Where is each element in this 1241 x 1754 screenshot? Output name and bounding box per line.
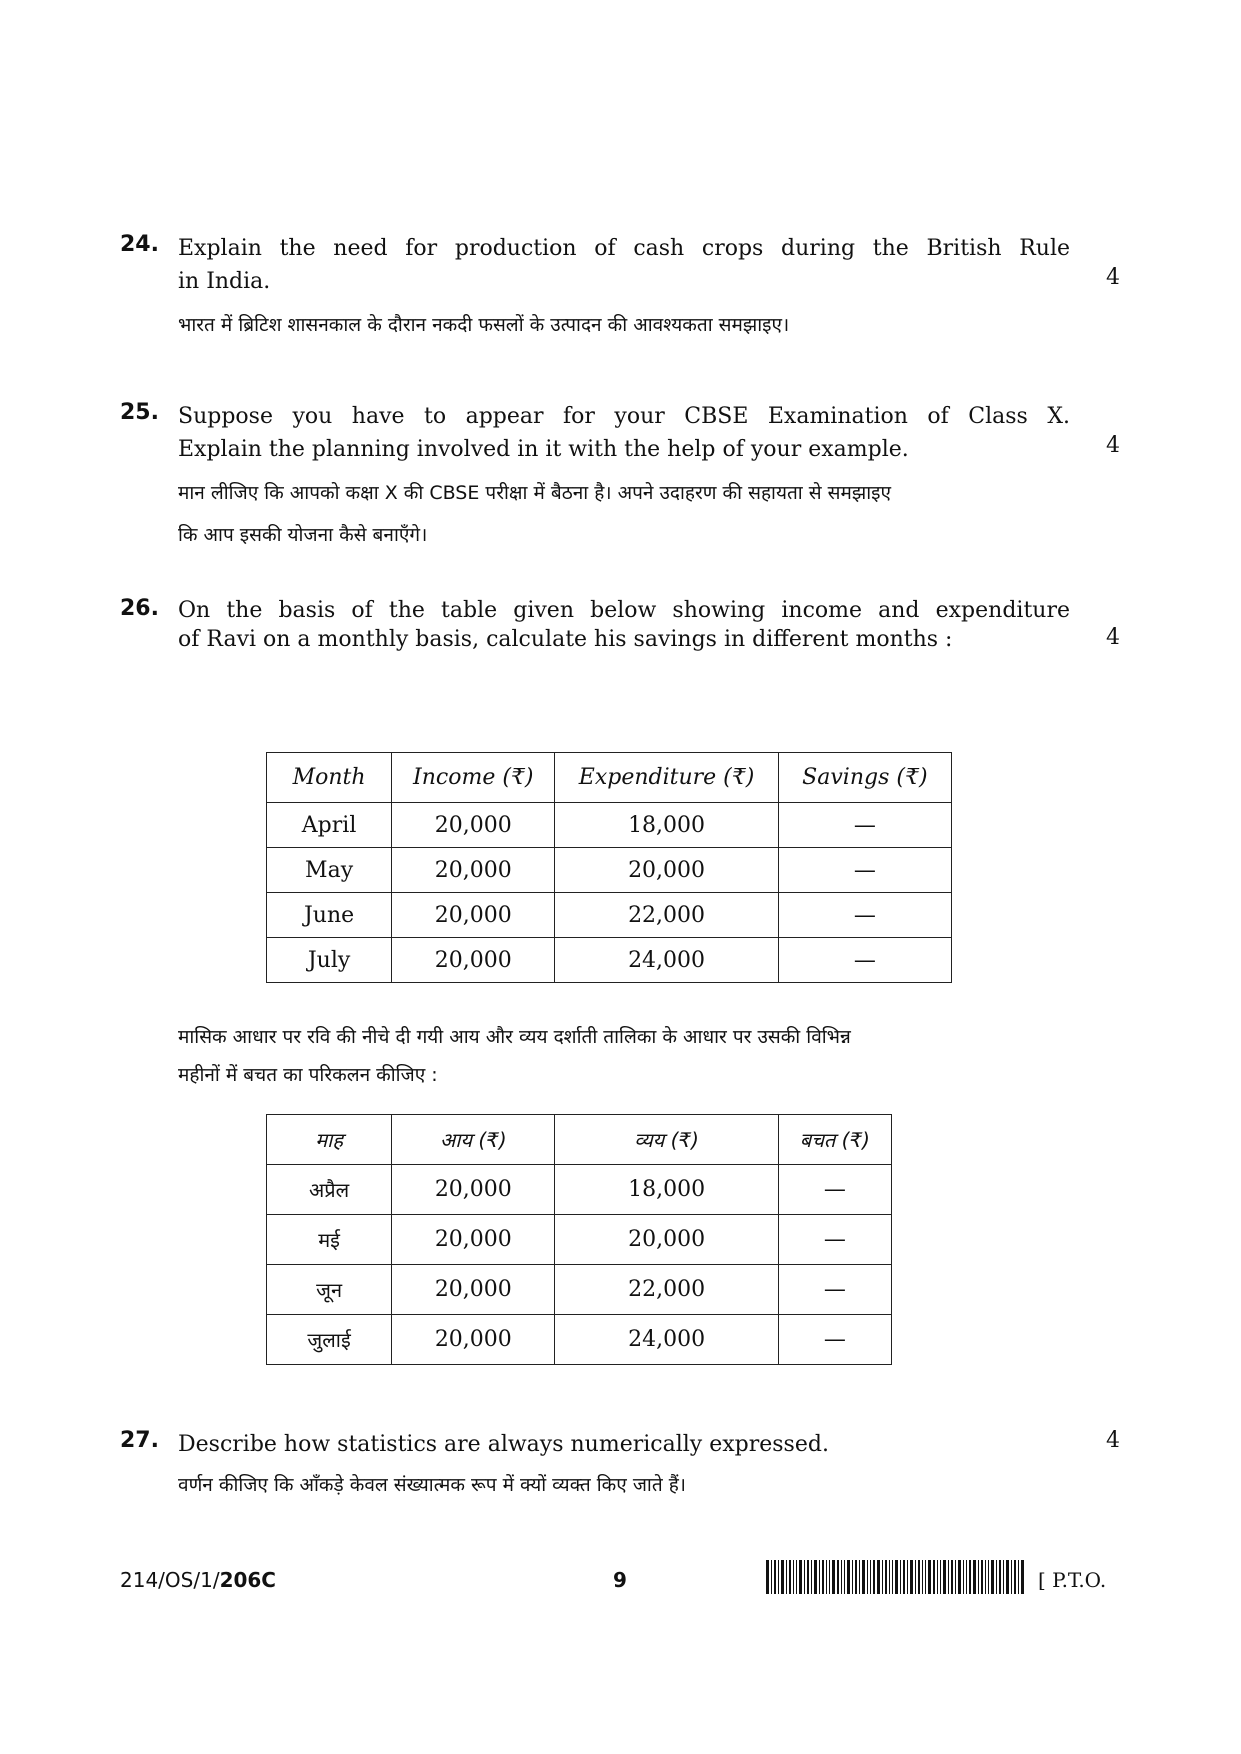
savings-cell: — — [778, 1215, 891, 1265]
hindi-line: कि आप इसकी योजना कैसे बनाएँगे। — [178, 524, 428, 546]
table-header: माह — [267, 1115, 392, 1165]
table-row — [267, 938, 952, 983]
month-cell: April — [267, 803, 392, 848]
income-cell: 20,000 — [392, 1265, 555, 1315]
table-header: Income (₹) — [392, 753, 555, 803]
question-26-text-hindi — [178, 1018, 1070, 1094]
savings-cell: — — [778, 1315, 891, 1365]
hindi-line: मान लीजिए कि आपको कक्षा X की CBSE परीक्षा में बैठना है। अपने उदाहरण की सहायता से समझाइए — [178, 482, 891, 504]
expenditure-cell: 24,000 — [555, 938, 778, 983]
question-text-english: Describe how statistics are always numerically expressed. — [178, 1432, 829, 1457]
marks: 4 — [1106, 625, 1120, 650]
income-cell: 20,000 — [392, 938, 555, 983]
question-text-hindi: वर्णन कीजिए कि आँकड़े केवल संख्यात्मक रूप में क्यों व्यक्त किए जाते हैं। — [178, 1474, 686, 1496]
paper-code-prefix: 214/OS/1/ — [120, 1568, 220, 1592]
question-text-line: Explain the planning involved in it with the help of your example. — [178, 437, 909, 462]
table-header: व्यय (₹) — [555, 1115, 778, 1165]
expenditure-cell: 22,000 — [555, 1265, 778, 1315]
question-text-english — [178, 400, 1070, 466]
question-text-hindi — [178, 472, 1070, 556]
marks: 4 — [1106, 265, 1120, 290]
income-cell: 20,000 — [392, 893, 555, 938]
question-text-line: On the basis of the table given below showing income and expenditure — [178, 598, 1070, 623]
income-cell: 20,000 — [392, 848, 555, 893]
pto-label: [ P.T.O. — [1038, 1568, 1107, 1592]
question-text-english — [178, 596, 1070, 654]
expenditure-cell: 18,000 — [555, 803, 778, 848]
savings-cell: — — [778, 1265, 891, 1315]
savings-cell: — — [778, 938, 951, 983]
savings-cell: — — [778, 893, 951, 938]
income-cell: 20,000 — [392, 1215, 555, 1265]
question-text-line: in India. — [178, 269, 271, 294]
marks: 4 — [1106, 1428, 1120, 1453]
hindi-line: मासिक आधार पर रवि की नीचे दी गयी आय और व्यय दर्शाती तालिका के आधार पर उसकी विभिन्न — [178, 1026, 851, 1048]
table-row — [267, 893, 952, 938]
table-row — [267, 848, 952, 893]
expenditure-cell: 18,000 — [555, 1165, 778, 1215]
table-row — [267, 1315, 892, 1365]
month-cell: जुलाई — [267, 1315, 392, 1365]
table-header: Month — [267, 753, 392, 803]
table-row — [267, 1215, 892, 1265]
month-cell: July — [267, 938, 392, 983]
table-row — [267, 803, 952, 848]
page-number: 9 — [613, 1568, 627, 1592]
question-text-english — [178, 232, 1070, 298]
table-header: बचत (₹) — [778, 1115, 891, 1165]
question-number: 26. — [120, 596, 159, 621]
table-header: Expenditure (₹) — [555, 753, 778, 803]
expenditure-cell: 20,000 — [555, 1215, 778, 1265]
month-cell: मई — [267, 1215, 392, 1265]
question-text-line: of Ravi on a monthly basis, calculate his savings in different months : — [178, 627, 953, 652]
hindi-line: महीनों में बचत का परिकलन कीजिए : — [178, 1064, 438, 1086]
income-cell: 20,000 — [392, 1315, 555, 1365]
savings-cell: — — [778, 1165, 891, 1215]
table-header: आय (₹) — [392, 1115, 555, 1165]
marks: 4 — [1106, 433, 1120, 458]
savings-cell: — — [778, 803, 951, 848]
table-row — [267, 1265, 892, 1315]
question-number: 24. — [120, 232, 159, 257]
income-cell: 20,000 — [392, 1165, 555, 1215]
savings-cell: — — [778, 848, 951, 893]
month-cell: जून — [267, 1265, 392, 1315]
paper-code — [120, 1568, 276, 1592]
table-header: Savings (₹) — [778, 753, 951, 803]
question-number: 27. — [120, 1428, 159, 1453]
question-number: 25. — [120, 400, 159, 425]
income-expenditure-table-hindi — [266, 1114, 892, 1365]
question-text-line: Suppose you have to appear for your CBSE Examination of Class X. — [178, 404, 1070, 429]
question-text-line: Explain the need for production of cash crops during the British Rule — [178, 236, 1070, 261]
paper-code-suffix: 206C — [219, 1568, 276, 1592]
expenditure-cell: 22,000 — [555, 893, 778, 938]
barcode-icon — [766, 1560, 1026, 1594]
table-row — [267, 1165, 892, 1215]
month-cell: अप्रैल — [267, 1165, 392, 1215]
income-expenditure-table-english — [266, 752, 952, 983]
month-cell: May — [267, 848, 392, 893]
question-text-hindi: भारत में ब्रिटिश शासनकाल के दौरान नकदी फसलों के उत्पादन की आवश्यकता समझाइए। — [178, 314, 790, 336]
month-cell: June — [267, 893, 392, 938]
expenditure-cell: 20,000 — [555, 848, 778, 893]
income-cell: 20,000 — [392, 803, 555, 848]
expenditure-cell: 24,000 — [555, 1315, 778, 1365]
